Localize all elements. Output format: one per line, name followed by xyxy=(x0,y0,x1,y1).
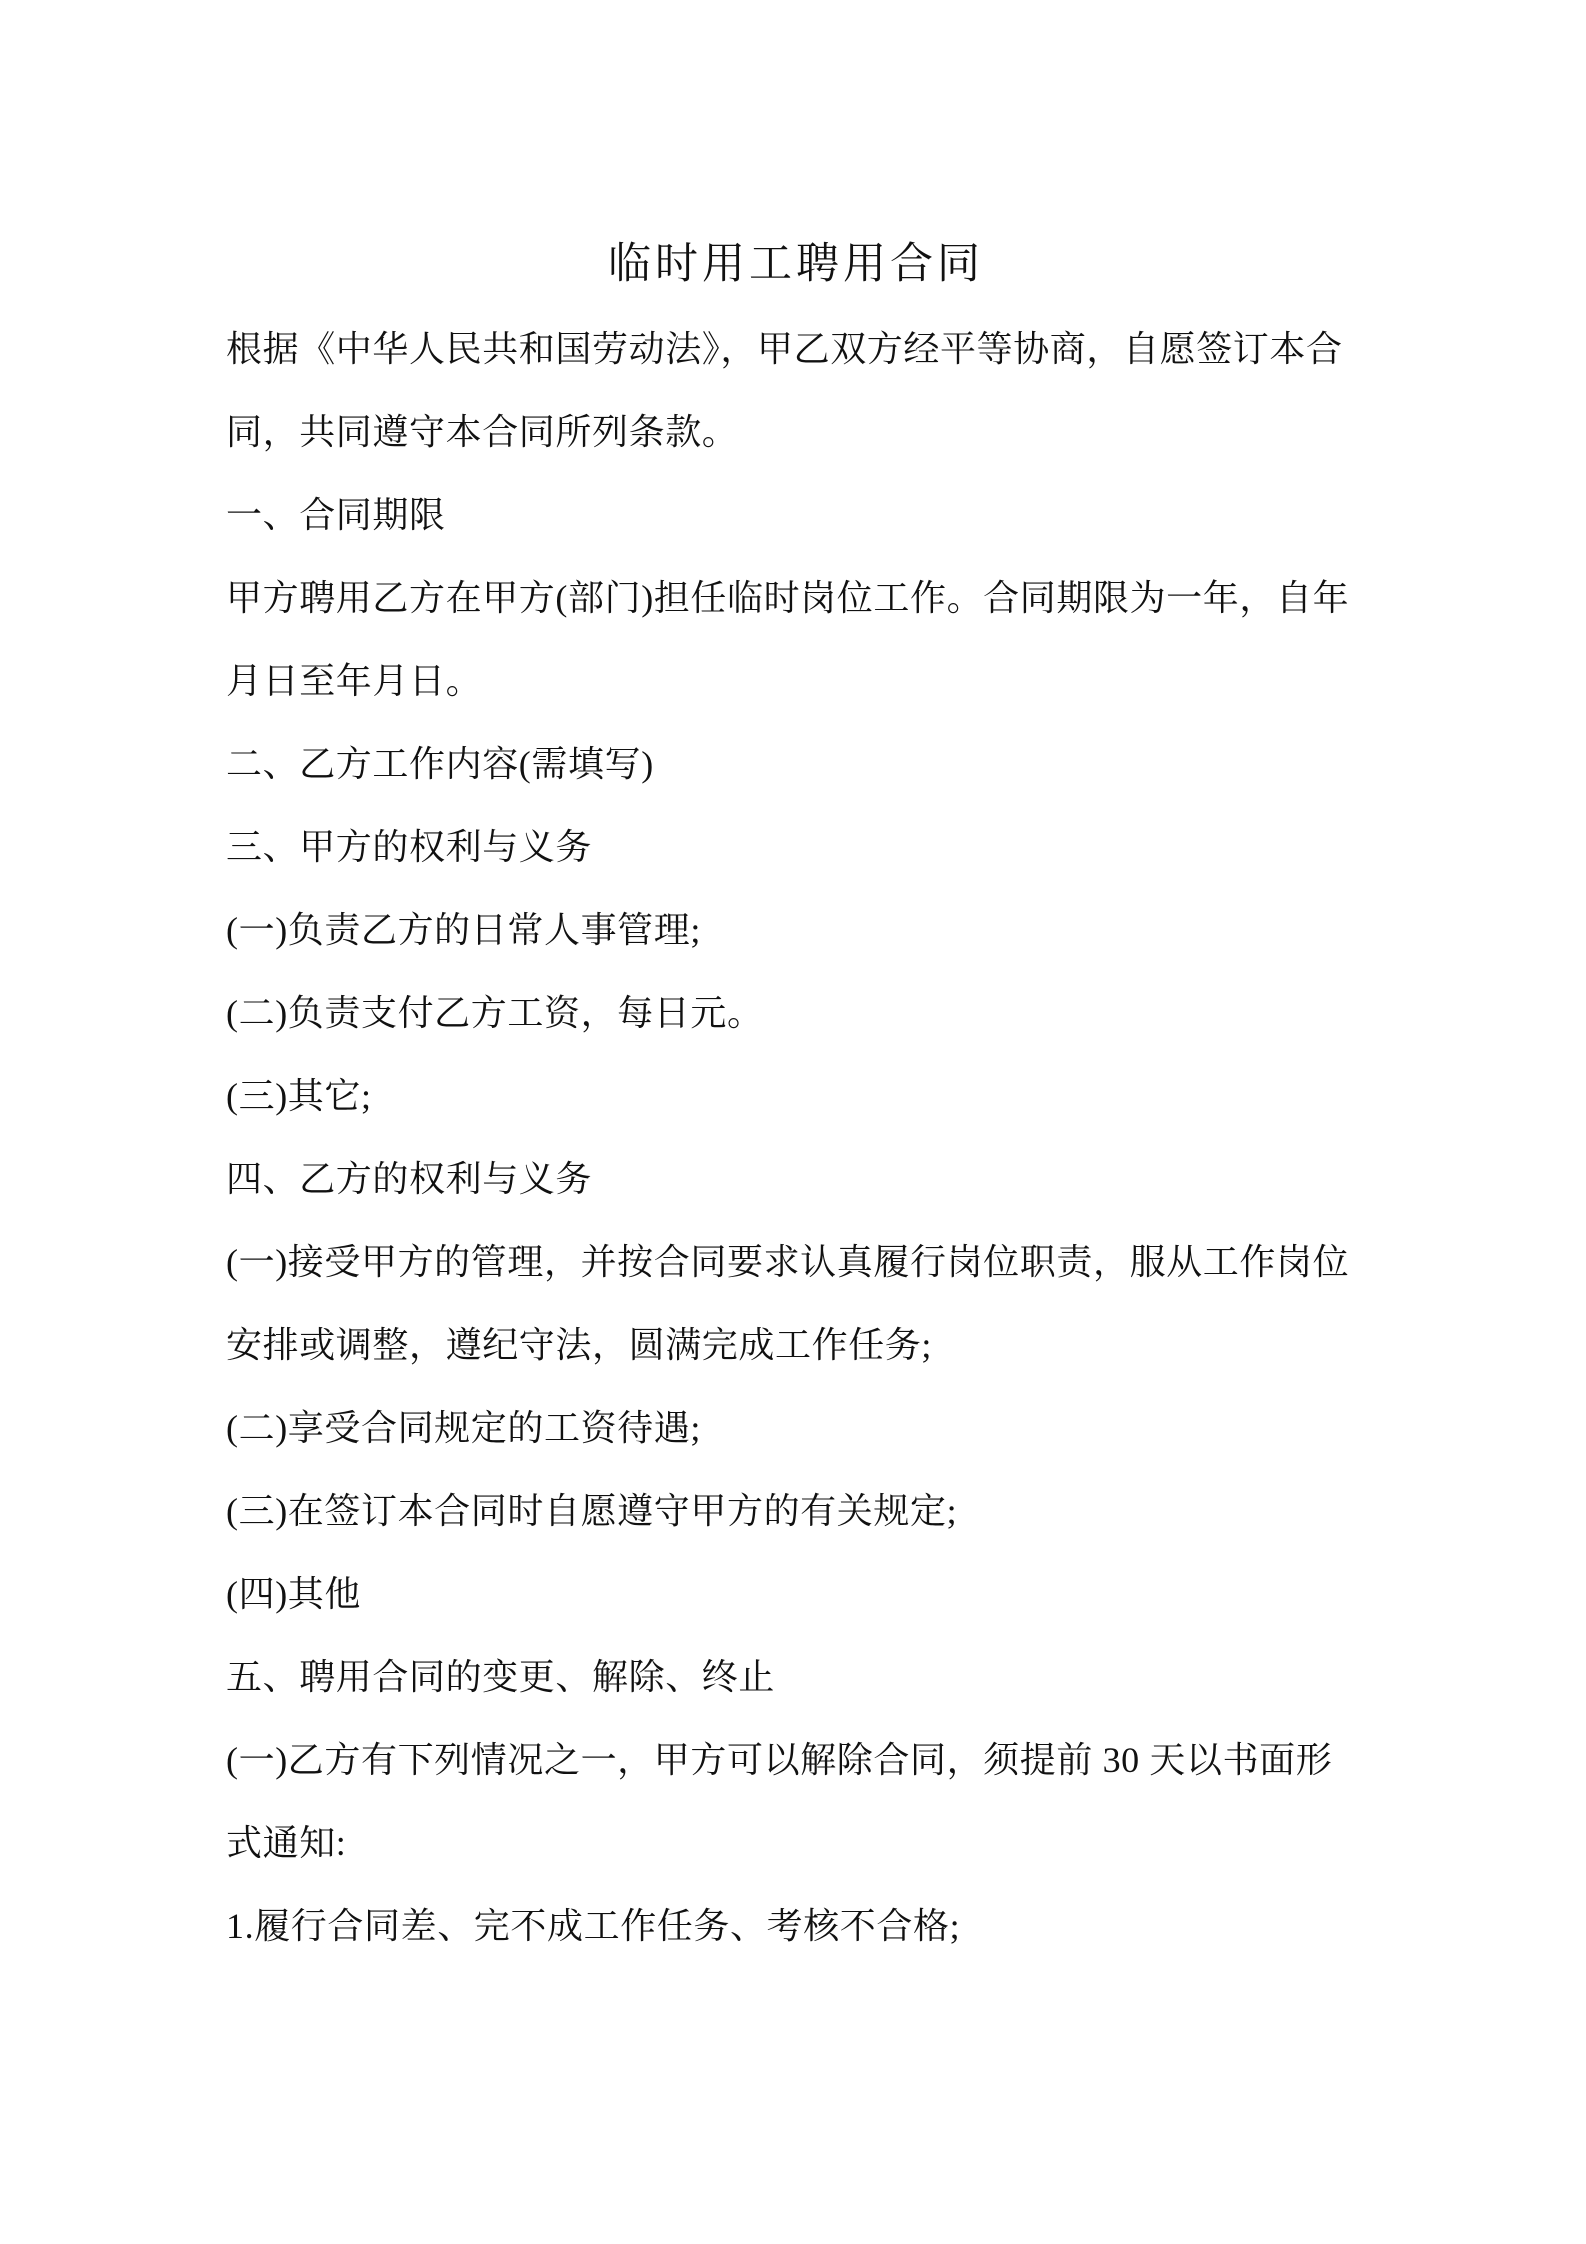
section-heading: 四、乙方的权利与义务 xyxy=(226,1159,593,1199)
paragraph-line: (三)在签订本合同时自愿遵守甲方的有关规定; xyxy=(226,1491,958,1531)
section-heading: 三、甲方的权利与义务 xyxy=(226,827,593,867)
paragraph-line: 式通知: xyxy=(226,1823,347,1863)
paragraph-line: (二)负责支付乙方工资，每日元。 xyxy=(226,993,764,1033)
paragraph-line: (四)其他 xyxy=(226,1574,361,1614)
paragraph-line: (一)乙方有下列情况之一，甲方可以解除合同，须提前 30 天以书面形 xyxy=(226,1740,1333,1780)
numbered-item-line: 1.履行合同差、完不成工作任务、考核不合格; xyxy=(226,1906,961,1946)
paragraph-line: (一)接受甲方的管理，并按合同要求认真履行岗位职责，服从工作岗位 xyxy=(226,1242,1350,1282)
paragraph-line: 同，共同遵守本合同所列条款。 xyxy=(226,412,739,452)
section-heading: 一、合同期限 xyxy=(226,495,446,535)
section-heading: 二、乙方工作内容(需填写) xyxy=(226,744,654,784)
document-title: 临时用工聘用合同 xyxy=(608,241,984,288)
paragraph-line: 安排或调整，遵纪守法，圆满完成工作任务; xyxy=(226,1325,933,1365)
paragraph-line: (三)其它; xyxy=(226,1076,372,1116)
paragraph-line: (二)享受合同规定的工资待遇; xyxy=(226,1408,701,1448)
paragraph-line: 甲方聘用乙方在甲方(部门)担任临时岗位工作。合同期限为一年，自年 xyxy=(226,578,1350,618)
paragraph-line: 月日至年月日。 xyxy=(226,661,483,701)
paragraph-line: (一)负责乙方的日常人事管理; xyxy=(226,910,701,950)
section-heading: 五、聘用合同的变更、解除、终止 xyxy=(226,1657,776,1697)
document-content xyxy=(226,222,1366,1968)
paragraph-line: 根据《中华人民共和国劳动法》，甲乙双方经平等协商，自愿签订本合 xyxy=(226,329,1343,369)
